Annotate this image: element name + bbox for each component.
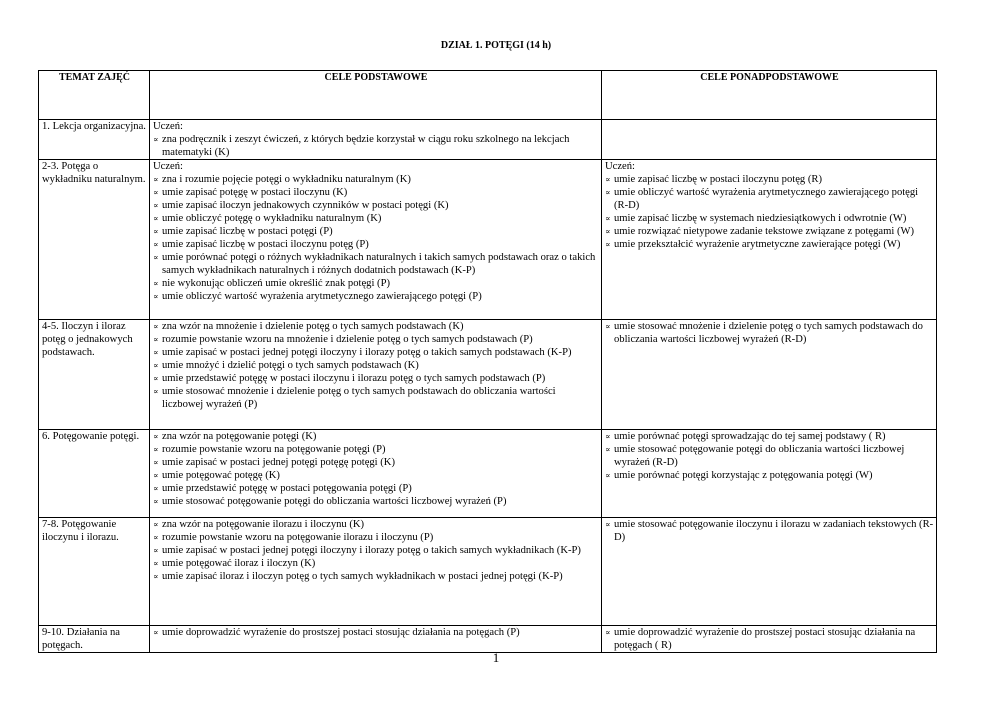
goal-text: umie obliczyć wartość wyrażenia arytmetycznego zawierającego potęgi (R-D) bbox=[614, 187, 919, 211]
goal-text: zna podręcznik i zeszyt ćwiczeń, z których będzie korzystał w ciągu roku szkolnego na lekcjach matematyki (K) bbox=[162, 134, 570, 158]
goal-item bbox=[153, 359, 599, 372]
goal-text: umie zapisać liczbę w postaci iloczynu potęg (P) bbox=[162, 239, 369, 250]
basic-goals-cell bbox=[150, 320, 602, 430]
goal-item bbox=[153, 290, 599, 303]
goal-text: umie stosować potęgowanie potęgi do obliczania wartości liczbowej wyrażeń (P) bbox=[162, 496, 507, 507]
goal-item bbox=[153, 443, 599, 456]
basic-goals-cell bbox=[150, 430, 602, 518]
goal-item bbox=[153, 456, 599, 469]
goal-item bbox=[605, 173, 934, 186]
bullet-icon: ∝ bbox=[153, 484, 159, 493]
goal-text: rozumie powstanie wzoru na potęgowanie potęgi (P) bbox=[162, 444, 386, 455]
goal-item bbox=[153, 544, 599, 557]
table-row bbox=[39, 518, 937, 626]
bullet-icon: ∝ bbox=[605, 445, 611, 454]
goal-item bbox=[153, 199, 599, 212]
goal-text: umie zapisać liczbę w postaci potęgi (P) bbox=[162, 226, 333, 237]
advanced-goals-cell bbox=[602, 120, 937, 160]
goal-text: umie mnożyć i dzielić potęgi o tych samych podstawach (K) bbox=[162, 360, 419, 371]
bullet-icon: ∝ bbox=[153, 520, 159, 529]
bullet-icon: ∝ bbox=[153, 348, 159, 357]
advanced-goals-cell bbox=[602, 320, 937, 430]
goal-item bbox=[605, 212, 934, 225]
table-row bbox=[39, 626, 937, 653]
goals-intro: Uczeń: bbox=[153, 161, 183, 172]
goal-text: umie zapisać iloczyn jednakowych czynników w postaci potęgi (K) bbox=[162, 200, 449, 211]
document-title: DZIAŁ 1. POTĘGI (14 h) bbox=[440, 40, 552, 51]
goal-text: zna wzór na mnożenie i dzielenie potęg o tych samych podstawach (K) bbox=[162, 321, 464, 332]
topic-cell: 4-5. Iloczyn i iloraz potęg o jednakowych podstawach. bbox=[39, 320, 150, 430]
goal-item bbox=[605, 186, 934, 212]
goal-item bbox=[153, 385, 599, 411]
basic-goals-cell bbox=[150, 518, 602, 626]
goal-item bbox=[153, 173, 599, 186]
goal-text: umie obliczyć potęgę o wykładniku naturalnym (K) bbox=[162, 213, 382, 224]
goal-text: umie doprowadzić wyrażenie do prostszej postaci stosując działania na potęgach ( R) bbox=[614, 627, 916, 651]
bullet-icon: ∝ bbox=[153, 458, 159, 467]
bullet-icon: ∝ bbox=[153, 471, 159, 480]
goal-text: rozumie powstanie wzoru na mnożenie i dzielenie potęg o tych samych podstawach (P) bbox=[162, 334, 533, 345]
goal-item bbox=[153, 320, 599, 333]
bullet-icon: ∝ bbox=[153, 533, 159, 542]
bullet-icon: ∝ bbox=[153, 497, 159, 506]
bullet-icon: ∝ bbox=[605, 175, 611, 184]
bullet-icon: ∝ bbox=[153, 572, 159, 581]
bullet-icon: ∝ bbox=[605, 471, 611, 480]
bullet-icon: ∝ bbox=[153, 240, 159, 249]
header-advanced-goals: CELE PONADPODSTAWOWE bbox=[602, 71, 937, 120]
bullet-icon: ∝ bbox=[605, 520, 611, 529]
goal-text: umie porównać potęgi o różnych wykładnikach naturalnych i takich samych podstawach oraz o takich samych wykładnikach naturalnych i różnych dodatnich podstawach (K-P) bbox=[162, 252, 596, 276]
topic-cell: 9-10. Działania na potęgach. bbox=[39, 626, 150, 653]
goal-text: umie stosować mnożenie i dzielenie potęg o tych samych podstawach do obliczania wartości liczbowej wyrażeń (R-D) bbox=[614, 321, 923, 345]
advanced-goals-cell bbox=[602, 626, 937, 653]
goal-text: nie wykonując obliczeń umie określić znak potęgi (P) bbox=[162, 278, 390, 289]
goal-item bbox=[605, 626, 934, 652]
advanced-goals-cell bbox=[602, 430, 937, 518]
bullet-icon: ∝ bbox=[153, 201, 159, 210]
goal-item bbox=[153, 495, 599, 508]
bullet-icon: ∝ bbox=[153, 335, 159, 344]
bullet-icon: ∝ bbox=[153, 253, 159, 262]
table-row bbox=[39, 120, 937, 160]
goal-text: umie zapisać liczbę w postaci iloczynu potęg (R) bbox=[614, 174, 822, 185]
goal-item bbox=[153, 225, 599, 238]
goals-intro: Uczeń: bbox=[153, 121, 183, 132]
goal-text: umie stosować potęgowanie potęgi do obliczania wartości liczbowej wyrażeń (R-D) bbox=[614, 444, 905, 468]
goal-text: umie zapisać iloraz i iloczyn potęg o tych samych wykładnikach w postaci jednej potęgi (K-P) bbox=[162, 571, 563, 582]
goal-text: umie zapisać w postaci jednej potęgi iloczyny i ilorazy potęg o takich samych wykładnikach (K-P) bbox=[162, 545, 581, 556]
goal-text: zna i rozumie pojęcie potęgi o wykładniku naturalnym (K) bbox=[162, 174, 411, 185]
goal-item bbox=[153, 518, 599, 531]
goal-text: umie porównać potęgi sprowadzając do tej samej podstawy ( R) bbox=[614, 431, 886, 442]
table-header-row bbox=[39, 71, 937, 120]
bullet-icon: ∝ bbox=[153, 628, 159, 637]
bullet-icon: ∝ bbox=[153, 559, 159, 568]
goal-text: umie porównać potęgi korzystając z potęgowania potęgi (W) bbox=[614, 470, 873, 481]
bullet-icon: ∝ bbox=[153, 188, 159, 197]
goal-text: umie przedstawić potęgę w postaci potęgowania potęgi (P) bbox=[162, 483, 412, 494]
bullet-icon: ∝ bbox=[605, 188, 611, 197]
goal-text: umie zapisać w postaci jednej potęgi iloczyny i ilorazy potęg o takich samych podstawach (K-P) bbox=[162, 347, 572, 358]
bullet-icon: ∝ bbox=[153, 387, 159, 396]
goal-item bbox=[153, 531, 599, 544]
goal-text: umie zapisać liczbę w systemach niedziesiątkowych i odwrotnie (W) bbox=[614, 213, 907, 224]
goal-item bbox=[153, 626, 599, 639]
bullet-icon: ∝ bbox=[153, 445, 159, 454]
goal-text: zna wzór na potęgowanie ilorazu i iloczynu (K) bbox=[162, 519, 365, 530]
goal-text: zna wzór na potęgowanie potęgi (K) bbox=[162, 431, 317, 442]
goal-item bbox=[605, 469, 934, 482]
basic-goals-cell bbox=[150, 120, 602, 160]
goal-item bbox=[153, 557, 599, 570]
topic-cell: 6. Potęgowanie potęgi. bbox=[39, 430, 150, 518]
goal-text: umie rozwiązać nietypowe zadanie tekstowe związane z potęgami (W) bbox=[614, 226, 915, 237]
goal-text: umie obliczyć wartość wyrażenia arytmetycznego zawierającego potęgi (P) bbox=[162, 291, 482, 302]
goal-text: umie potęgować potęgę (K) bbox=[162, 470, 280, 481]
bullet-icon: ∝ bbox=[153, 279, 159, 288]
bullet-icon: ∝ bbox=[605, 322, 611, 331]
basic-goals-cell bbox=[150, 160, 602, 320]
goal-item bbox=[153, 133, 599, 159]
goal-item bbox=[153, 430, 599, 443]
goal-text: umie potęgować iloraz i iloczyn (K) bbox=[162, 558, 316, 569]
page-number: 1 bbox=[492, 650, 500, 665]
goal-item bbox=[153, 333, 599, 346]
bullet-icon: ∝ bbox=[605, 240, 611, 249]
bullet-icon: ∝ bbox=[153, 322, 159, 331]
syllabus-table bbox=[38, 70, 937, 653]
bullet-icon: ∝ bbox=[153, 292, 159, 301]
advanced-goals-cell bbox=[602, 518, 937, 626]
bullet-icon: ∝ bbox=[153, 227, 159, 236]
goal-text: rozumie powstanie wzoru na potęgowanie ilorazu i iloczynu (P) bbox=[162, 532, 434, 543]
goal-text: umie przekształcić wyrażenie arytmetyczne zawierające potęgi (W) bbox=[614, 239, 901, 250]
goal-item bbox=[605, 430, 934, 443]
table-row bbox=[39, 160, 937, 320]
bullet-icon: ∝ bbox=[153, 374, 159, 383]
goal-item bbox=[153, 277, 599, 290]
bullet-icon: ∝ bbox=[153, 214, 159, 223]
bullet-icon: ∝ bbox=[605, 432, 611, 441]
advanced-goals-cell bbox=[602, 160, 937, 320]
topic-cell: 2-3. Potęga o wykładniku naturalnym. bbox=[39, 160, 150, 320]
goal-text: umie stosować potęgowanie iloczynu i ilorazu w zadaniach tekstowych (R-D) bbox=[614, 519, 934, 543]
goal-item bbox=[153, 186, 599, 199]
bullet-icon: ∝ bbox=[153, 361, 159, 370]
goal-item bbox=[605, 225, 934, 238]
topic-cell: 7-8. Potęgowanie iloczynu i ilorazu. bbox=[39, 518, 150, 626]
goal-item bbox=[153, 346, 599, 359]
goal-text: umie przedstawić potęgę w postaci iloczynu i ilorazu potęg o tych samych podstawach (P) bbox=[162, 373, 546, 384]
goal-text: umie zapisać potęgę w postaci iloczynu (K) bbox=[162, 187, 348, 198]
goal-item bbox=[605, 443, 934, 469]
goals-intro: Uczeń: bbox=[605, 161, 635, 172]
goal-item bbox=[605, 238, 934, 251]
header-basic-goals: CELE PODSTAWOWE bbox=[150, 71, 602, 120]
table-body bbox=[39, 120, 937, 653]
table-row bbox=[39, 430, 937, 518]
bullet-icon: ∝ bbox=[153, 546, 159, 555]
goal-text: umie zapisać w postaci jednej potęgi potęgę potęgi (K) bbox=[162, 457, 395, 468]
goal-item bbox=[153, 212, 599, 225]
goal-item bbox=[153, 469, 599, 482]
bullet-icon: ∝ bbox=[605, 214, 611, 223]
table-row bbox=[39, 320, 937, 430]
basic-goals-cell bbox=[150, 626, 602, 653]
bullet-icon: ∝ bbox=[153, 135, 159, 144]
bullet-icon: ∝ bbox=[153, 432, 159, 441]
goal-item bbox=[605, 320, 934, 346]
goal-item bbox=[153, 251, 599, 277]
goal-item bbox=[153, 372, 599, 385]
goal-text: umie stosować mnożenie i dzielenie potęg o tych samych podstawach do obliczania wartości liczbowej wyrażeń (P) bbox=[162, 386, 556, 410]
header-topic: TEMAT ZAJĘĆ bbox=[39, 71, 150, 120]
goal-item bbox=[153, 570, 599, 583]
topic-cell: 1. Lekcja organizacyjna. bbox=[39, 120, 150, 160]
bullet-icon: ∝ bbox=[153, 175, 159, 184]
goal-text: umie doprowadzić wyrażenie do prostszej postaci stosując działania na potęgach (P) bbox=[162, 627, 520, 638]
goal-item bbox=[153, 482, 599, 495]
bullet-icon: ∝ bbox=[605, 227, 611, 236]
bullet-icon: ∝ bbox=[605, 628, 611, 637]
goal-item bbox=[605, 518, 934, 544]
goal-item bbox=[153, 238, 599, 251]
